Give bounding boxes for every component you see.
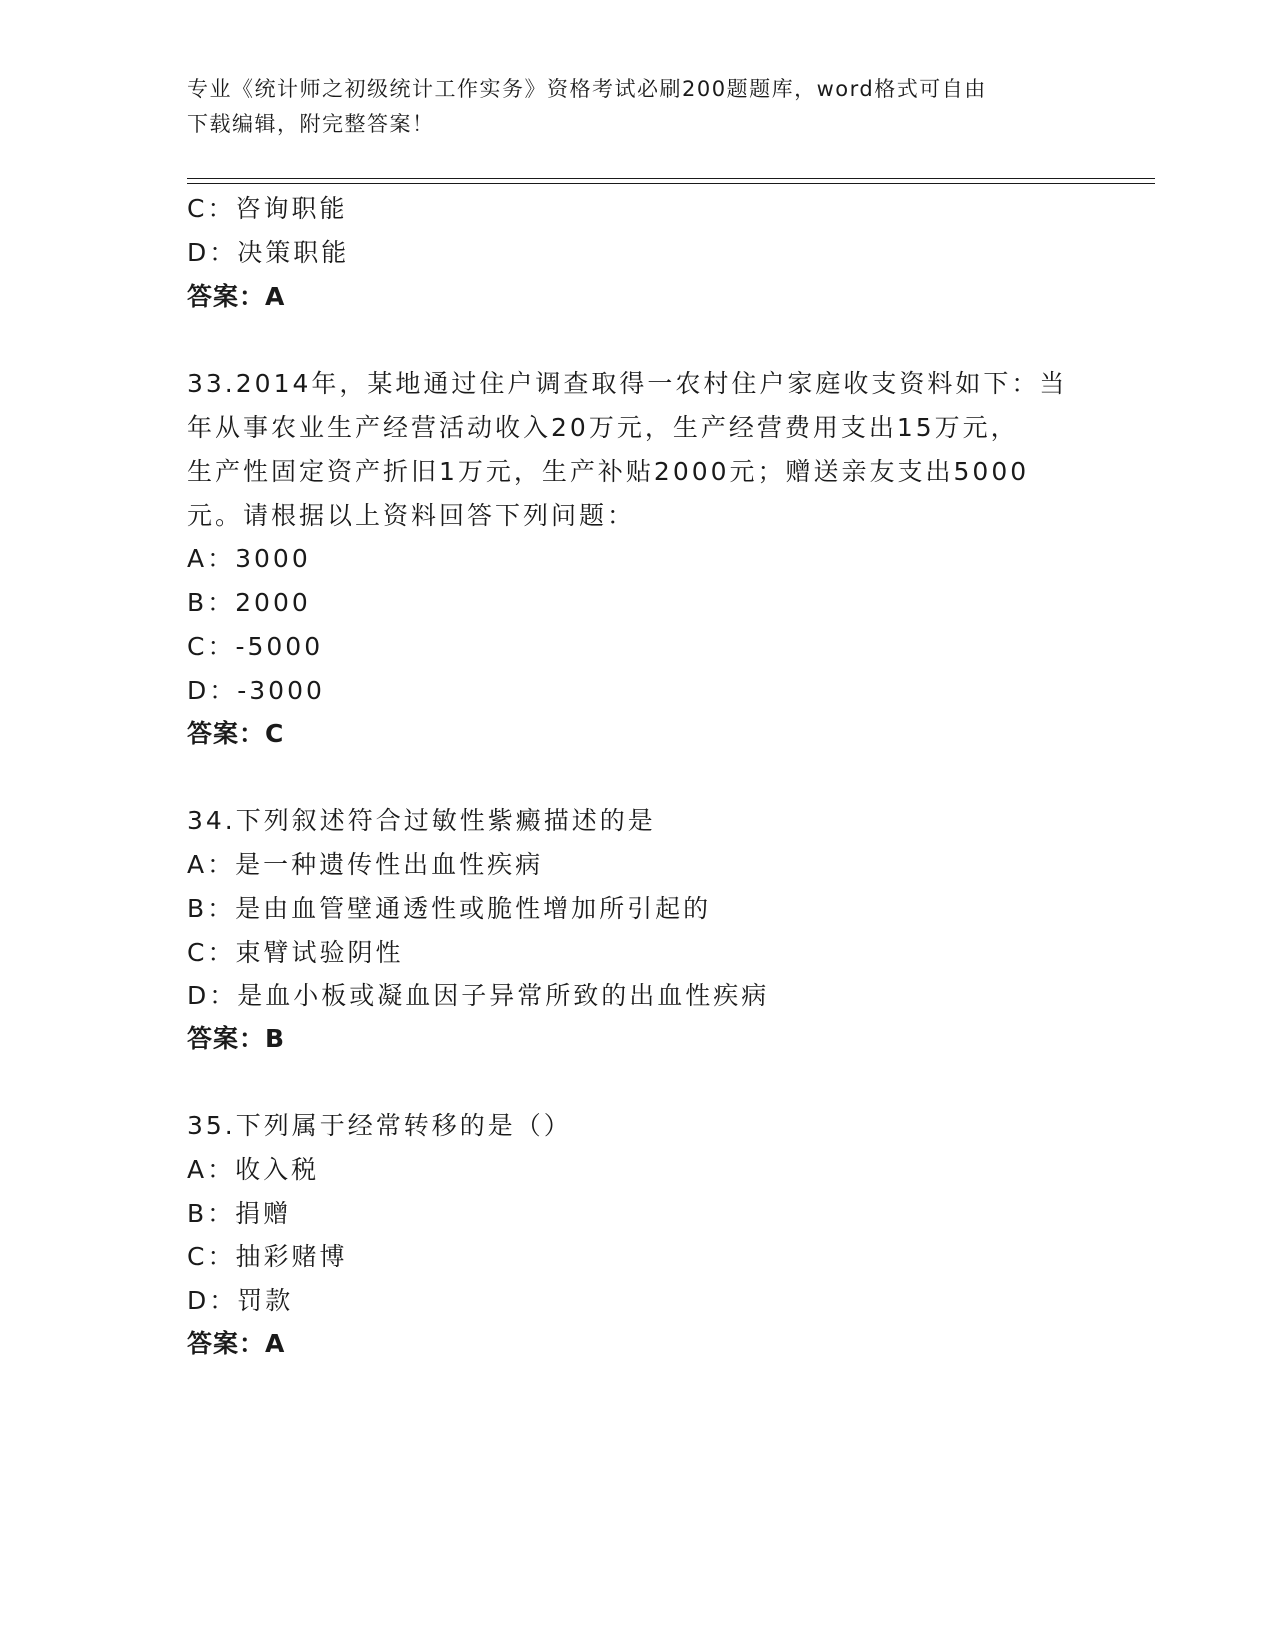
document-header	[187, 72, 1067, 142]
header-divider-top	[187, 178, 1155, 179]
header-divider-bottom	[187, 183, 1155, 184]
q35-option-b: B：捐赠	[187, 1199, 292, 1228]
q33-option-c: C：-5000	[187, 632, 324, 661]
q34-option-d: D：是血小板或凝血因子异常所致的出血性疾病	[187, 981, 770, 1010]
q32-answer: 答案：A	[187, 282, 286, 311]
q34-option-a: A：是一种遗传性出血性疾病	[187, 850, 544, 879]
header-line-1: 专业《统计师之初级统计工作实务》资格考试必刷200题题库，word格式可自由	[187, 77, 987, 101]
q33-stem-line-4: 元。请根据以上资料回答下列问题：	[187, 501, 636, 530]
q33-stem-line-3: 生产性固定资产折旧1万元，生产补贴2000元；赠送亲友支出5000	[187, 457, 1030, 486]
q34-option-c: C：束臂试验阴性	[187, 938, 404, 967]
q34-answer: 答案：B	[187, 1024, 286, 1053]
q33-option-b: B：2000	[187, 588, 311, 617]
q33-answer: 答案：C	[187, 719, 285, 748]
q32-option-c: C：咨询职能	[187, 194, 348, 223]
q34-option-b: B：是由血管壁通透性或脆性增加所引起的	[187, 894, 712, 923]
header-line-2: 下载编辑，附完整答案！	[187, 112, 435, 136]
q33-option-d: D：-3000	[187, 676, 325, 705]
q33-stem-line-2: 年从事农业生产经营活动收入20万元，生产经营费用支出15万元，	[187, 413, 1019, 442]
q33-stem-line-1: 33.2014年，某地通过住户调查取得一农村住户家庭收支资料如下：当	[187, 369, 1068, 398]
q34-stem: 34.下列叙述符合过敏性紫癜描述的是	[187, 806, 656, 835]
q32-option-d: D：决策职能	[187, 238, 350, 267]
q35-option-d: D：罚款	[187, 1286, 294, 1315]
q35-option-a: A：收入税	[187, 1155, 320, 1184]
q33-option-a: A：3000	[187, 544, 311, 573]
q35-answer: 答案：A	[187, 1329, 286, 1358]
q35-stem: 35.下列属于经常转移的是（）	[187, 1111, 572, 1140]
q35-option-c: C：抽彩赌博	[187, 1242, 348, 1271]
